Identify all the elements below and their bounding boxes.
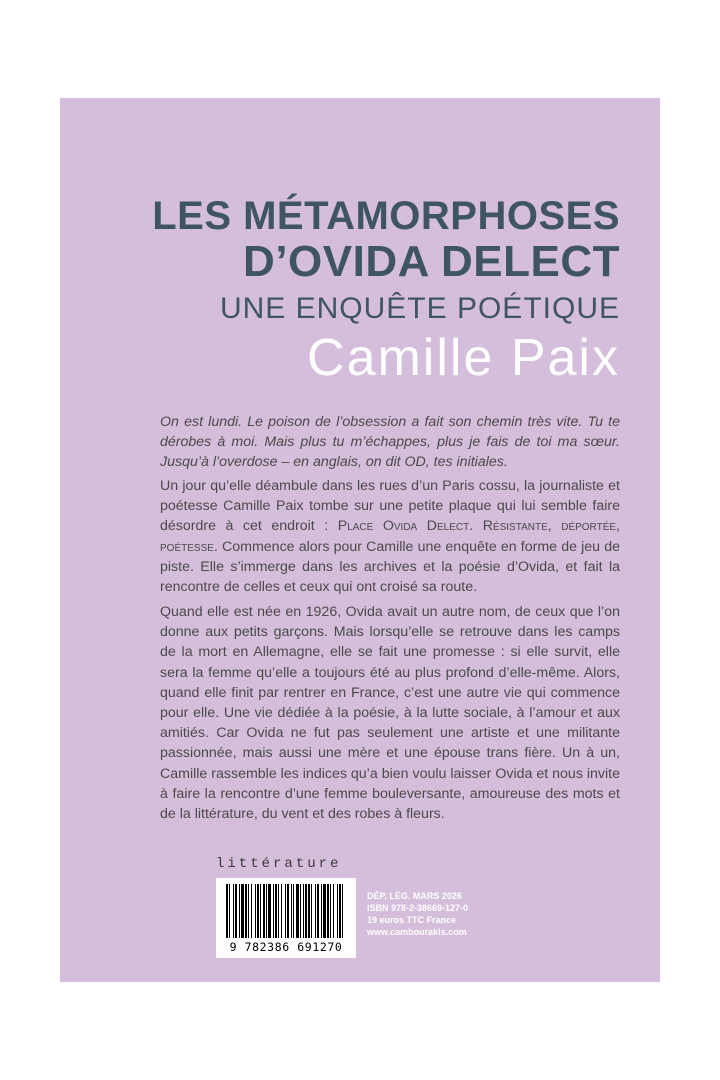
barcode-bar xyxy=(278,884,279,938)
legal-deposit: DÉP. LÉG. MARS 2026 xyxy=(367,891,462,901)
barcode xyxy=(216,878,356,958)
barcode-bar xyxy=(235,884,237,938)
title-line-1: LES MÉTAMORPHOSES xyxy=(152,194,620,238)
isbn: ISBN 978-2-38669-127-0 xyxy=(367,903,469,913)
barcode-bar xyxy=(245,884,247,938)
barcode-bar xyxy=(321,884,322,938)
barcode-bar xyxy=(263,884,265,938)
barcode-bar xyxy=(330,884,331,938)
barcode-bar xyxy=(248,884,249,938)
barcode-bar xyxy=(300,884,301,938)
subtitle: UNE ENQUÊTE POÉTIQUE xyxy=(219,292,620,325)
barcode-bar xyxy=(342,884,343,938)
barcode-bar xyxy=(337,884,338,938)
publisher-website: www.cambourakis.com xyxy=(367,927,467,937)
barcode-bar xyxy=(287,884,289,938)
legal-info xyxy=(367,890,468,938)
summary-paragraph-1-end: Commence alors pour Camille une enquête en forme de jeu de piste. Elle s’immerge dans les archives et la poésie d’Ovida, et fait la rencontre de celles et ceux qui ont croisé sa route. xyxy=(160,538,620,596)
price: 19 euros TTC France xyxy=(367,915,457,925)
barcode-bar xyxy=(266,884,267,938)
barcode-bar xyxy=(226,884,228,938)
barcode-bar xyxy=(241,884,244,938)
barcode-bar xyxy=(239,884,240,938)
barcode-bar xyxy=(323,884,326,938)
barcode-bar xyxy=(285,884,286,938)
title-line-2: D’OVIDA DELECT xyxy=(243,237,620,286)
barcode-bar xyxy=(251,884,252,938)
summary-paragraph-1-start: Un jour qu’elle déambule dans les rues d’un Paris cossu, la journaliste et poétesse Camille Paix tombe sur une petite plaque qui lui semble faire désordre à cet endroit : xyxy=(160,478,620,535)
barcode-bar xyxy=(268,884,271,938)
barcode-bar xyxy=(293,884,294,938)
barcode-bar xyxy=(327,884,329,938)
barcode-bar xyxy=(291,884,292,938)
barcode-bar xyxy=(273,884,274,938)
barcode-bar xyxy=(315,884,316,938)
barcode-bar xyxy=(257,884,259,938)
barcode-bars xyxy=(224,884,348,938)
barcode-bar xyxy=(305,884,307,938)
plaque-text-line-2: Résistante, déportée, poétesse. xyxy=(160,518,620,555)
barcode-bar xyxy=(296,884,299,938)
barcode-bar xyxy=(303,884,304,938)
barcode-number: 9 782386 691270 xyxy=(229,940,343,954)
author-name: Camille Paix xyxy=(307,329,620,387)
barcode-bar xyxy=(229,884,230,938)
barcode-bar xyxy=(311,884,312,938)
summary-paragraph-2: Quand elle est née en 1926, Ovida avait un autre nom, de ceux que l’on donne aux petits garçons. Mais lorsqu’elle se retrouve dans les camps de la mort en Allemagne, elle se fait une promesse : si elle survit, elle sera la femme qu’elle a toujours été au plus profond d’elle-même. Alors, quand elle finit par rentrer en France, c’est une autre vie qui commence pour elle. Une vie dédiée à la poésie, à la lutte sociale, à l’amour et aux amitiés. Car Ovida ne fut pas seulement une artiste et une militante passionnée, mais aussi une mère et une épouse trans fière. Un à un, Camille rassemble les indices qu’a bien voulu laisser Ovida et nous invite à faire la rencontre d’une femme bouleversante, amoureuse des mots et de la littérature, du vent et des robes à fleurs. xyxy=(160,604,620,823)
barcode-bar xyxy=(308,884,310,938)
barcode-bar xyxy=(281,884,282,938)
barcode-bar xyxy=(255,884,256,938)
barcode-bar xyxy=(233,884,234,938)
summary-paragraph-1 xyxy=(160,476,620,597)
barcode-bar xyxy=(333,884,334,938)
barcode-bar xyxy=(275,884,277,938)
barcode-bar xyxy=(317,884,319,938)
genre-label: littérature xyxy=(216,856,342,872)
barcode-bar xyxy=(260,884,261,938)
intro-quote: On est lundi. Le poison de l’obsession a fait son chemin très vite. Tu te dérobes à moi. Mais plus tu m’échappes, plus je fais de toi ma sœur. Jusqu’à l’overdose – en anglais, on dit OD, tes initiales. xyxy=(160,414,620,471)
barcode-bar xyxy=(339,884,341,938)
plaque-text: Place Ovida Delect. xyxy=(337,518,474,535)
book-back-cover xyxy=(60,98,660,982)
